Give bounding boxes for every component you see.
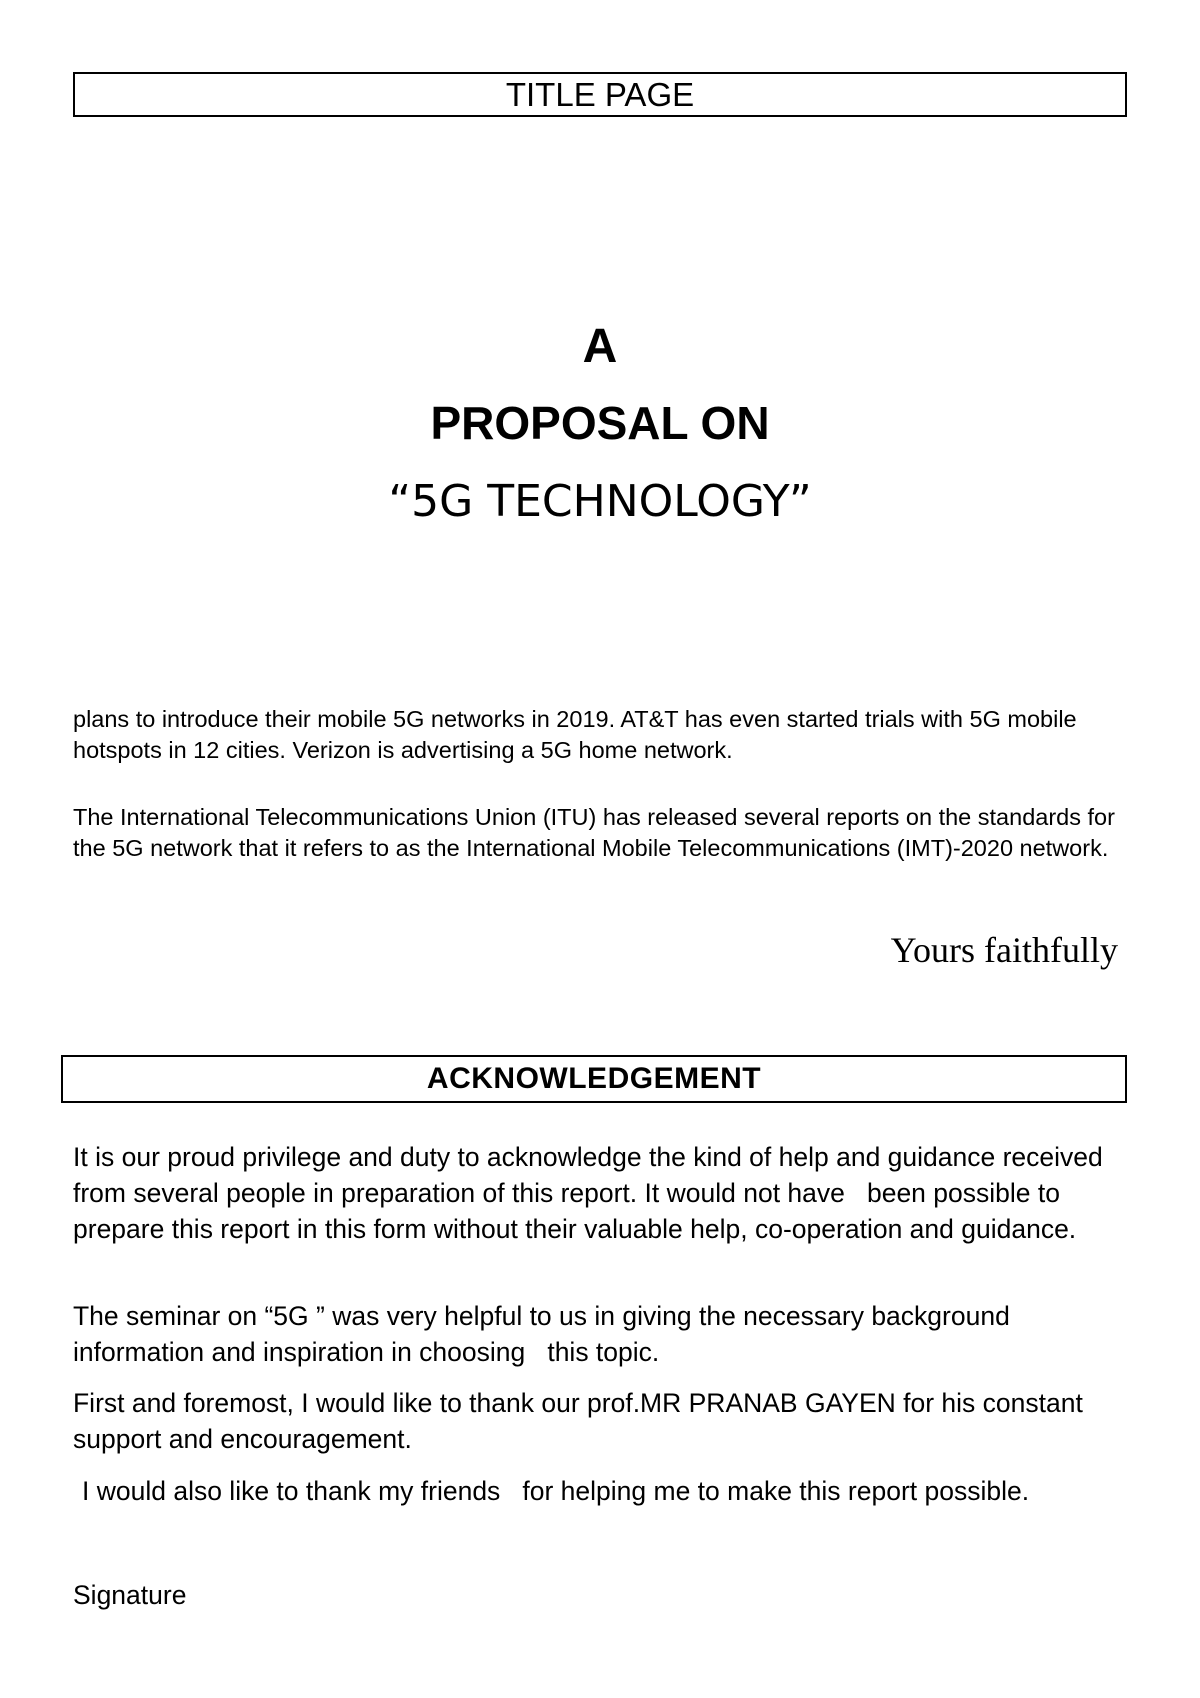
intro-paragraph-1: plans to introduce their mobile 5G networks in 2019. AT&T has even started trials with 5G mobile hotspots in 12 cities. Verizon is advertising a 5G home network.	[73, 706, 1077, 763]
title-page-heading: TITLE PAGE	[73, 72, 1127, 117]
acknowledgement-paragraph-3: First and foremost, I would like to thank our prof.MR PRANAB GAYEN for his constant support and encouragement.	[73, 1388, 1083, 1454]
acknowledgement-heading: ACKNOWLEDGEMENT	[61, 1055, 1127, 1103]
title-line-topic: “5G TECHNOLOGY”	[388, 476, 812, 527]
intro-paragraph-2: The International Telecommunications Union (ITU) has released several reports on the standards for the 5G network that it refers to as the International Mobile Telecommunications (IMT)-2020 network.	[73, 804, 1115, 861]
closing-salutation: Yours faithfully	[890, 930, 1118, 970]
title-line-proposal: PROPOSAL ON	[430, 397, 770, 449]
acknowledgement-paragraph-2: The seminar on “5G ” was very helpful to us in giving the necessary background information and inspiration in choosing this topic.	[73, 1301, 1018, 1367]
acknowledgement-paragraph-4: I would also like to thank my friends for helping me to make this report possible.	[82, 1476, 1030, 1506]
signature-label: Signature	[73, 1580, 187, 1610]
acknowledgement-paragraph-1: It is our proud privilege and duty to acknowledge the kind of help and guidance received from several people in preparation of this report. It would not have been possible to prepare this report in this form without their valuable help, co-operation and guidance.	[73, 1142, 1111, 1244]
title-line-a: A	[582, 320, 618, 373]
